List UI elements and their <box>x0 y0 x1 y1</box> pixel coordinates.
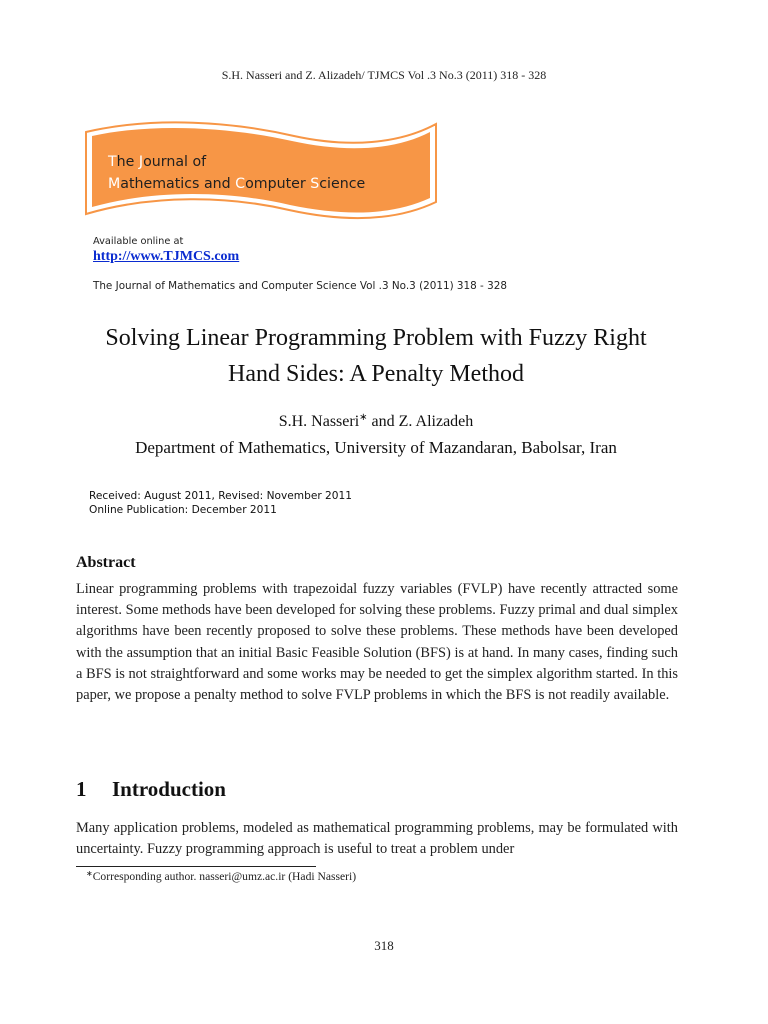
abstract-body: Linear programming problems with trapezoidal fuzzy variables (FVLP) have recently attracted some interest. Some methods have been developed for solving these problems. Fuzzy primal and dual simplex algorithms have been recently proposed to solve these problems. These methods have been developed with the assumption that an initial Basic Feasible Solution (BFS) is at hand. In many cases, finding such a BFS is not straightforward and some works may be needed to get the simplex algorithm started. In this paper, we propose a penalty method to solve FVLP problems in which the BFS is not readily available. <box>76 581 678 704</box>
banner-title-line2 <box>108 176 365 192</box>
running-head: S.H. Nasseri and Z. Alizadeh/ TJMCS Vol .3 No.3 (2011) 318 - 328 <box>221 68 547 82</box>
affiliation: Department of Mathematics, University of Mazandaran, Babolsar, Iran <box>135 438 617 457</box>
footnote-text: Corresponding author. nasseri@umz.ac.ir (Hadi Nasseri) <box>92 870 357 883</box>
banner-line1-segment-3: ournal of <box>143 154 207 170</box>
available-online-label: Available online at <box>93 236 184 247</box>
paper-title-line2: Hand Sides: A Penalty Method <box>228 361 524 387</box>
introduction-body: Many application problems, modeled as mathematical programming problems, may be formulated with uncertainty. Fuzzy programming approach is useful to treat a problem under <box>76 820 678 858</box>
footnote-rule <box>76 866 316 867</box>
banner-title-line1 <box>108 154 206 170</box>
section-number: 1 <box>76 777 87 801</box>
online-publication-line: Online Publication: December 2011 <box>89 504 277 516</box>
journal-citation-line: The Journal of Mathematics and Computer Science Vol .3 No.3 (2011) 318 - 328 <box>93 280 507 292</box>
banner-line2-segment-5: cience <box>319 176 366 192</box>
author-first: S.H. Nasseri <box>278 413 360 430</box>
banner-line1-segment-0: T <box>108 154 117 170</box>
journal-banner <box>84 118 438 228</box>
footnote <box>86 869 356 883</box>
publication-dates <box>89 489 352 517</box>
received-revised-line: Received: August 2011, Revised: November 2011 <box>89 490 353 502</box>
banner-line2-segment-0: M <box>108 176 121 192</box>
section-title: Introduction <box>112 777 226 801</box>
page-number: 318 <box>374 938 394 953</box>
banner-line2-segment-1: athematics and <box>120 176 236 192</box>
author-rest: and Z. Alizadeh <box>371 413 474 430</box>
footnote-mark: ∗ <box>86 869 93 878</box>
banner-line2-segment-3: omputer <box>245 176 311 192</box>
journal-website-link[interactable]: http://www.TJMCS.com <box>93 249 240 264</box>
banner-line2-segment-2: C <box>235 176 246 192</box>
banner-line2-segment-4: S <box>310 176 320 192</box>
author-list <box>0 412 752 431</box>
paper-title-line1: Solving Linear Programming Problem with Fuzzy Right <box>105 325 647 351</box>
corresponding-author-mark: ∗ <box>359 412 368 423</box>
banner-line1-segment-2: J <box>138 154 144 170</box>
section-heading <box>76 777 226 802</box>
abstract-heading: Abstract <box>76 554 136 571</box>
paper-title <box>0 320 752 392</box>
banner-line1-segment-1: he <box>116 154 139 170</box>
